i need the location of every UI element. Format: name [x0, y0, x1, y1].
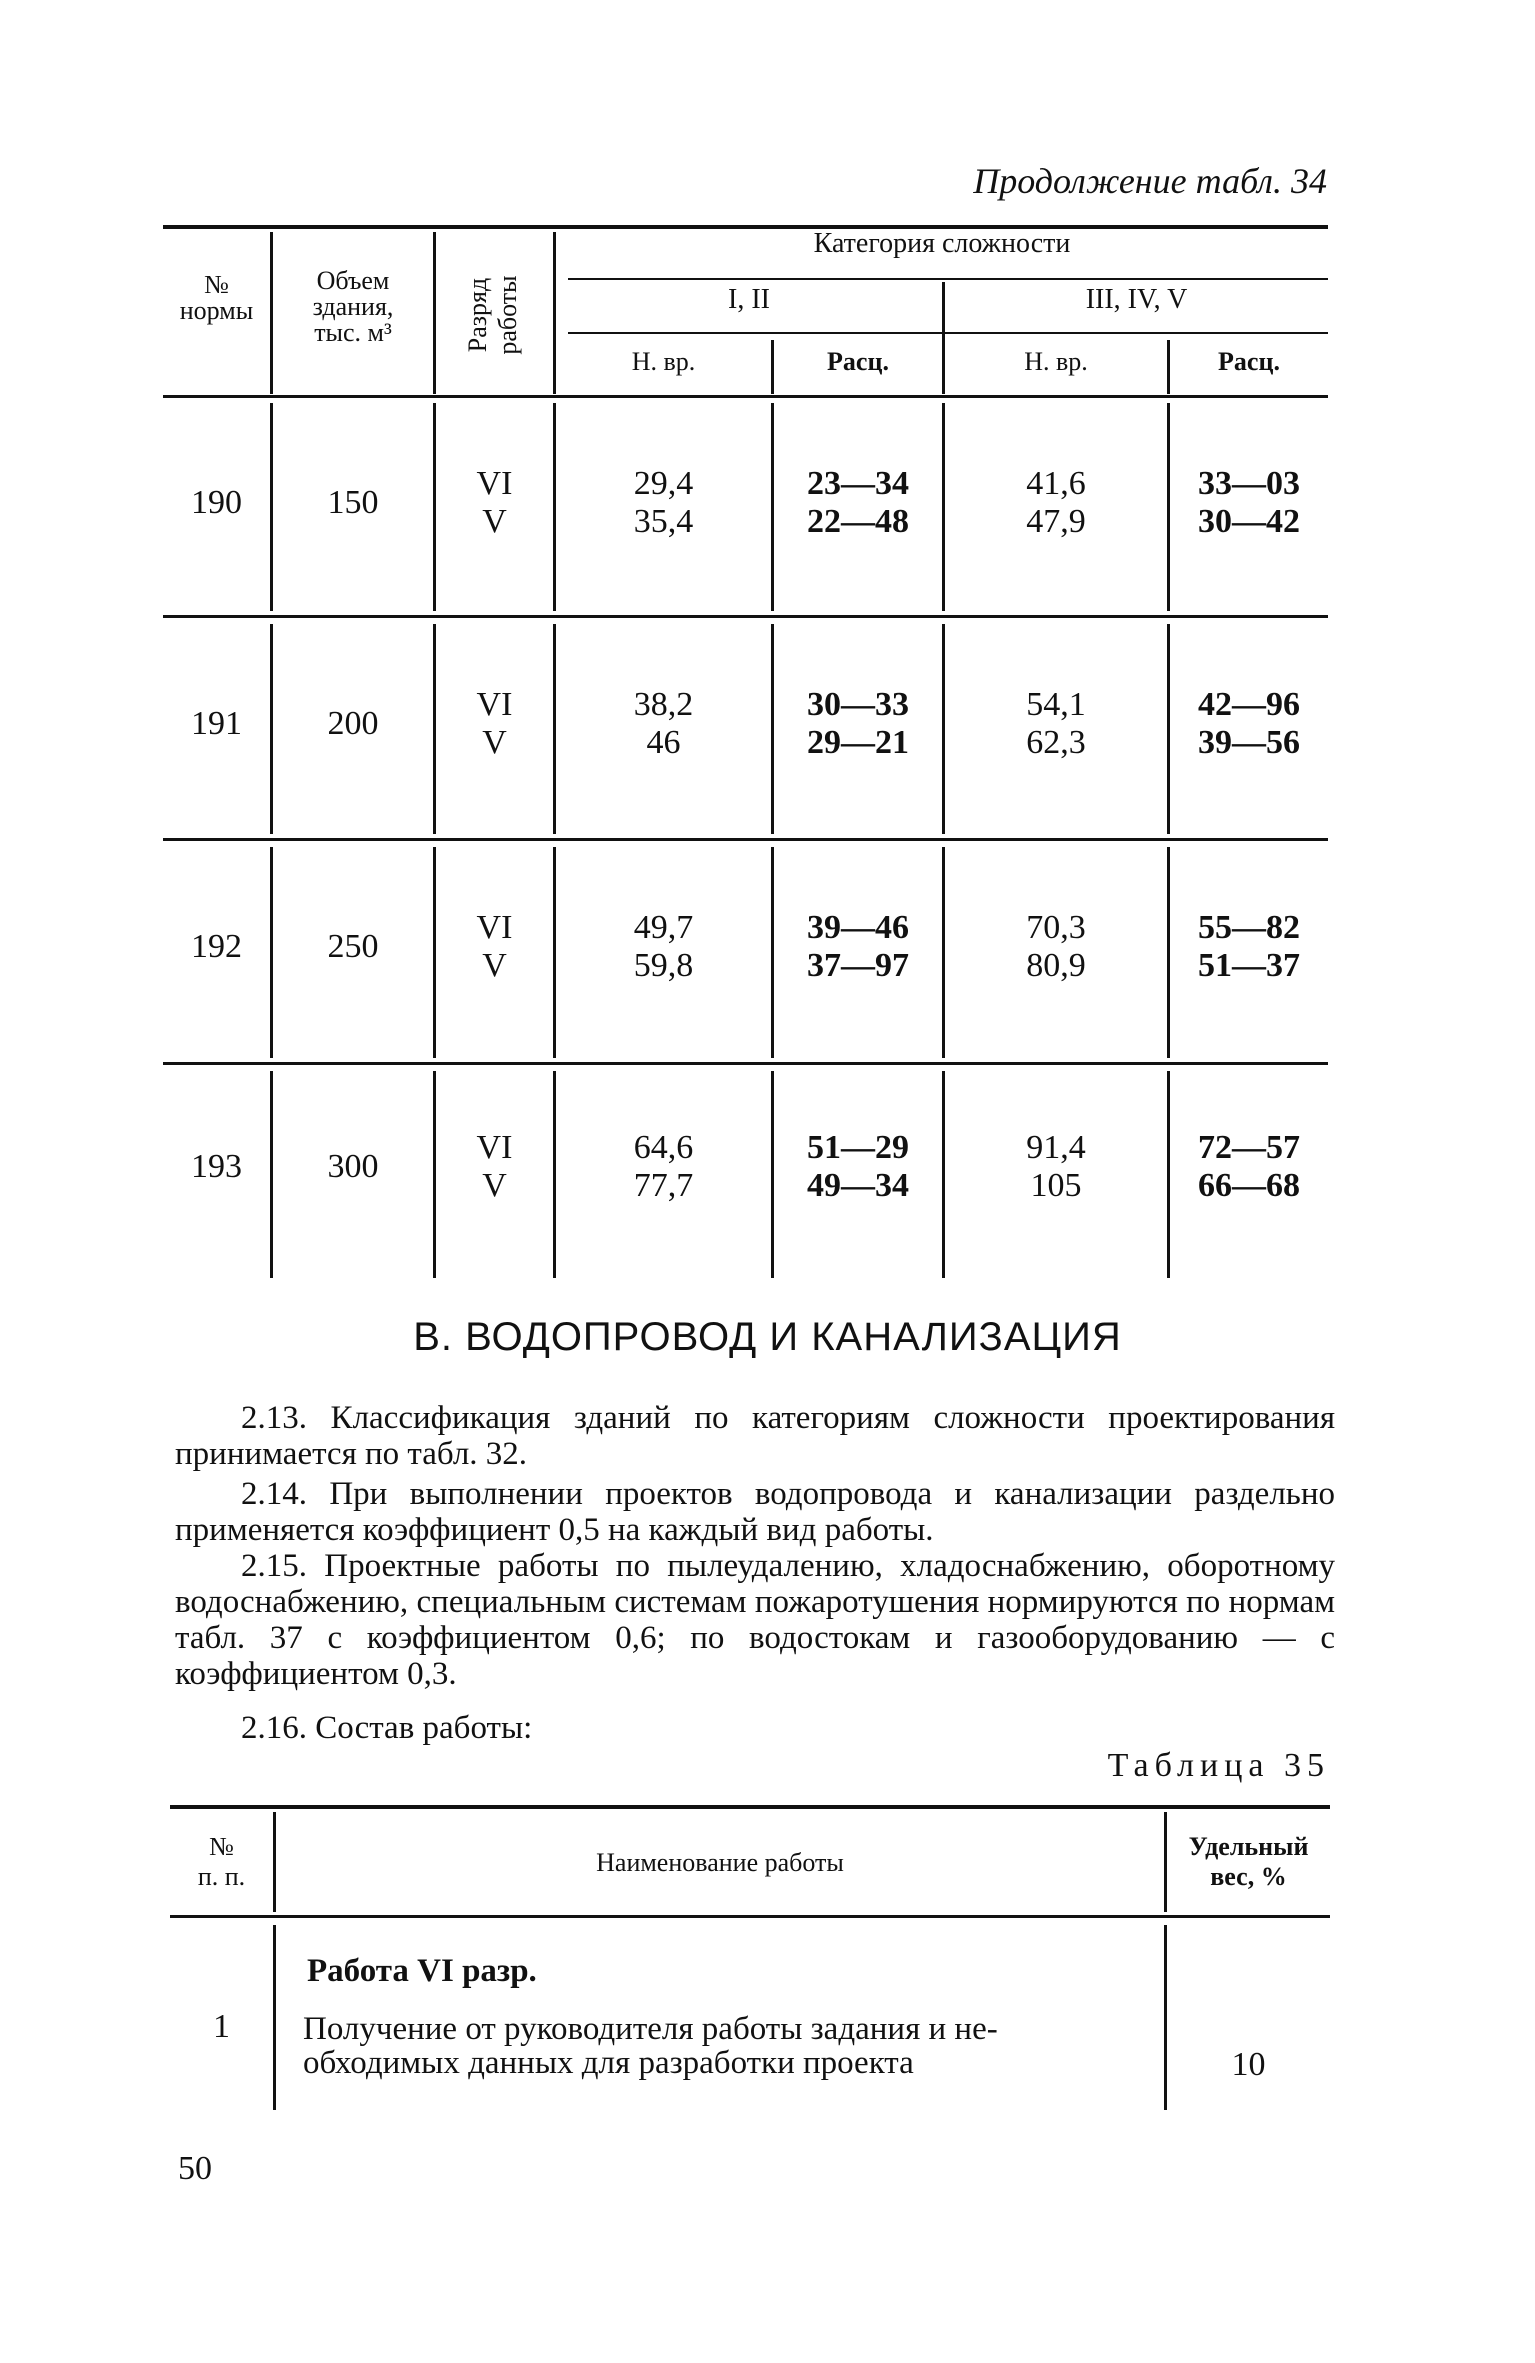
header-category: Категория сложности [813, 228, 1071, 259]
cell-rasc-2: 33—03 30—42 [1198, 465, 1300, 540]
paragraph-2-15: 2.15. Проектные работы по пылеудалению, хладоснабжению, оборотному водоснабжению, специальным системам пожаротушения нормируются по нормам табл. 37 с коэффициентом 0,6; по водостокам и газооборудованию — с коэффициентом 0,3. [175, 1548, 1335, 1692]
row-rule [163, 838, 1328, 841]
cell-work-title: Работа VI разр. [307, 1953, 537, 1989]
cell-rasc-1: 30—33 29—21 [807, 686, 909, 761]
header-item-no: № п. п. [197, 1832, 246, 1891]
cell-rasc-2: 55—82 51—37 [1198, 909, 1300, 984]
cell-h-vr-1: 64,6 77,7 [633, 1129, 694, 1204]
row-rule [163, 1062, 1328, 1065]
cell-work-description: Получение от руководителя работы задания и не- обходимых данных для разработки проекта [303, 2011, 998, 2081]
row-rule [163, 615, 1328, 618]
cell-volume: 200 [327, 705, 379, 742]
cell-grade: VI V [476, 1129, 513, 1204]
paragraph-2-16: 2.16. Состав работы: [241, 1710, 533, 1746]
cell-h-vr-1: 38,2 46 [633, 686, 694, 761]
cell-volume: 250 [327, 928, 379, 965]
paragraph-2-13: 2.13. Классификация зданий по категориям сложности проектирования принимается по табл. 32. [175, 1400, 1335, 1472]
header-h-vr: Н. вр. [1024, 347, 1088, 376]
cell-h-vr-2: 41,6 47,9 [1026, 465, 1086, 540]
header-volume: Объем здания, тыс. м³ [312, 266, 394, 347]
header-rasc: Расц. [827, 347, 889, 376]
header-rasc: Расц. [1218, 347, 1280, 376]
cell-h-vr-2: 70,3 80,9 [1026, 909, 1086, 984]
cell-item-no: 1 [213, 2008, 230, 2045]
cell-grade: VI V [476, 686, 513, 761]
cell-rasc-1: 51—29 49—34 [807, 1129, 909, 1204]
cell-weight: 10 [1231, 2046, 1266, 2083]
section-title: В. ВОДОПРОВОД И КАНАЛИЗАЦИЯ [413, 1315, 1122, 1359]
cell-grade: VI V [476, 465, 513, 540]
table-35-caption: Таблица 35 [1107, 1747, 1330, 1784]
header-h-vr: Н. вр. [631, 347, 696, 376]
cell-norm-no: 193 [191, 1148, 242, 1185]
cell-rasc-1: 39—46 37—97 [807, 909, 909, 984]
cell-volume: 150 [327, 484, 379, 521]
cell-rasc-1: 23—34 22—48 [807, 465, 909, 540]
header-work-name: Наименование работы [596, 1848, 844, 1877]
cell-rasc-2: 42—96 39—56 [1198, 686, 1300, 761]
header-grade: Разряд работы [463, 275, 522, 355]
cell-h-vr-2: 91,4 105 [1026, 1129, 1086, 1204]
cell-h-vr-1: 49,7 59,8 [633, 909, 694, 984]
header-group-1: I, II [728, 284, 770, 315]
header-weight: Удельный вес, % [1188, 1832, 1309, 1891]
header-rule [568, 332, 1328, 334]
cell-norm-no: 192 [191, 928, 242, 965]
header-bottom-rule [170, 1915, 1330, 1918]
cell-volume: 300 [327, 1148, 379, 1185]
paragraph-2-14: 2.14. При выполнении проектов водопровода и канализации раздельно применяется коэффициент 0,5 на каждый вид работы. [175, 1476, 1335, 1548]
cell-rasc-2: 72—57 66—68 [1198, 1129, 1300, 1204]
header-group-2: III, IV, V [1085, 284, 1188, 315]
header-norm-no: № нормы [179, 270, 254, 325]
cell-norm-no: 191 [191, 705, 242, 742]
cell-h-vr-1: 29,4 35,4 [633, 465, 694, 540]
cell-h-vr-2: 54,1 62,3 [1026, 686, 1086, 761]
cell-norm-no: 190 [191, 484, 242, 521]
table-continuation-label: Продолжение табл. 34 [973, 161, 1327, 201]
header-bottom-rule [163, 395, 1328, 398]
table-top-rule [170, 1805, 1330, 1809]
header-rule [568, 278, 1328, 280]
cell-grade: VI V [476, 909, 513, 984]
page-number: 50 [178, 2150, 212, 2187]
